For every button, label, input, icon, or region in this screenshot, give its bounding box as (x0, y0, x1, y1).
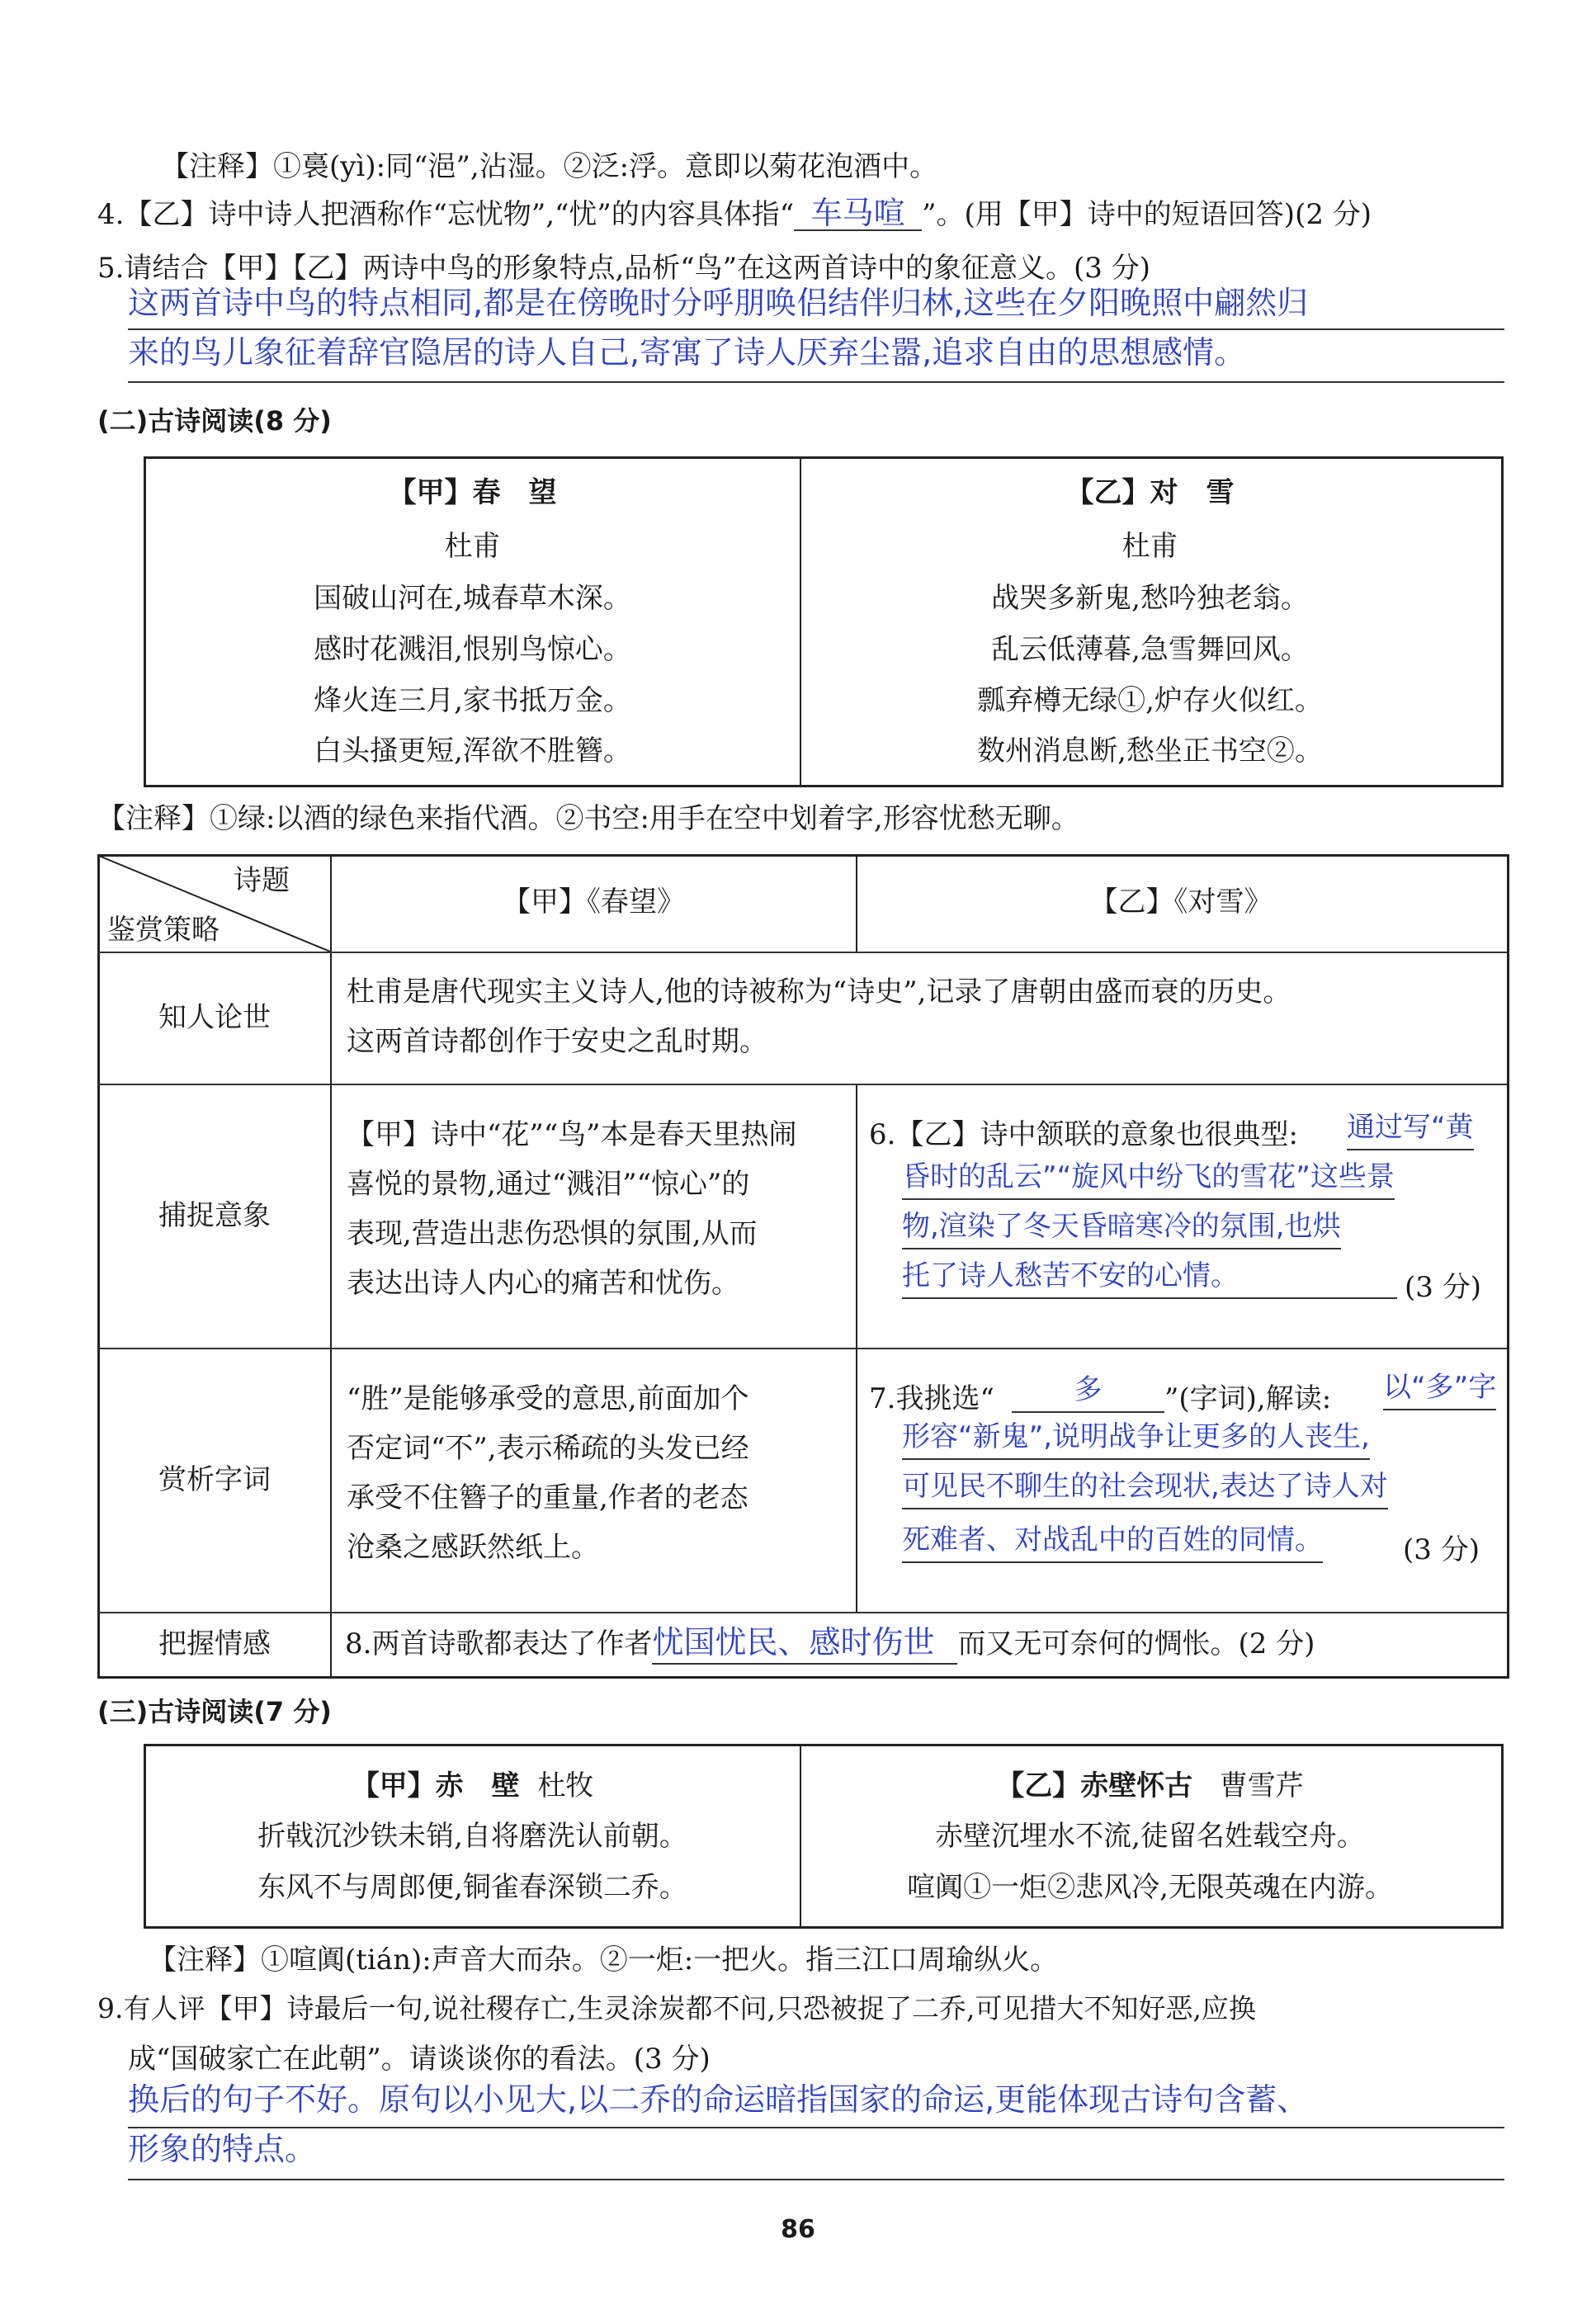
poem-c-line: 东风不与周郎便,铜雀春深锁二乔。 (257, 1871, 687, 1904)
q7-answer[interactable]: 可见民不聊生的社会现状,表达了诗人对 (902, 1465, 1388, 1509)
q6-answer[interactable]: 昏时的乱云”“旋风中纷飞的雪花”这些景 (902, 1155, 1395, 1200)
q5-answer-line-1[interactable]: 这两首诗中鸟的特点相同,都是在傍晚时分呼朋唤侣结伴归林,这些在夕阳晚照中翩然归 (128, 285, 1309, 321)
q9-answer-line-1[interactable]: 换后的句子不好。原句以小见大,以二乔的命运暗指国家的命运,更能体现古诗句含蓄、 (128, 2081, 1309, 2118)
poem-c-author: 杜牧 (537, 1769, 594, 1802)
question-4-text: 4.【乙】诗中诗人把酒称作“忘忧物”,“忧”的内容具体指“ (97, 198, 795, 231)
q6-answer[interactable]: 物,渲染了冬天昏暗寒冷的氛围,也烘 (902, 1205, 1341, 1249)
table-corner-top: 诗题 (234, 864, 290, 897)
table-header-a: 【甲】《春望》 (503, 886, 685, 919)
question-7: 7.我挑选“ (869, 1382, 994, 1415)
poem-a-line: 国破山河在,城春草木深。 (314, 582, 631, 615)
question-6: 6.【乙】诗中颔联的意象也很典型: (869, 1118, 1298, 1151)
section-2-heading: (二)古诗阅读(8 分) (97, 405, 332, 437)
q7-answer[interactable]: 形容“新鬼”,说明战争让更多的人丧生, (902, 1415, 1370, 1460)
question-7-tail: ”(字词),解读: (1164, 1382, 1332, 1415)
poem-d-line: 喧阗①一炬②悲风冷,无限英魂在内游。 (907, 1871, 1393, 1904)
table-col-divider (330, 854, 332, 1676)
q6-score: (3 分) (1405, 1271, 1481, 1304)
poem-b-author: 杜甫 (1121, 530, 1178, 563)
row-1-text: 这两首诗都创作于安史之乱时期。 (347, 1025, 767, 1058)
table-row-divider (97, 952, 1507, 953)
row-1-text: 杜甫是唐代现实主义诗人,他的诗被称为“诗史”,记录了唐朝由盛而衰的历史。 (347, 975, 1291, 1008)
poem-d-author: 曹雪芹 (1219, 1769, 1304, 1802)
poem-a-line: 感时花溅泪,恨别鸟惊心。 (314, 633, 631, 666)
answer-rule (128, 2179, 1504, 2180)
row-label-zhiren: 知人论世 (158, 1001, 271, 1034)
q8-answer-blank[interactable]: 忧国忧民、感时伤世 (652, 1622, 957, 1665)
poem-a-line: 烽火连三月,家书抵万金。 (314, 684, 631, 717)
poem-b-line: 数州消息断,愁坐正书空②。 (977, 735, 1323, 768)
q6-answer[interactable]: 通过写“黄 (1347, 1106, 1474, 1150)
row-3-a-text: 否定词“不”,表示稀疏的头发已经 (347, 1432, 749, 1465)
note-top: 【注释】①裛(yì):同“浥”,沾湿。②泛:浮。意即以菊花泡酒中。 (161, 150, 938, 183)
question-4 (97, 196, 1372, 233)
poem-c-title: 【甲】赤 壁 (351, 1769, 520, 1802)
row-2-a-text: 喜悦的景物,通过“溅泪”“惊心”的 (347, 1168, 750, 1201)
q6-answer[interactable]: 托了诗人愁苦不安的心情。 (902, 1254, 1397, 1299)
answer-rule (128, 381, 1504, 383)
poem-d-title: 【乙】赤壁怀古 (996, 1769, 1193, 1802)
poem-a-title: 【甲】春 望 (388, 476, 557, 509)
row-3-a-text: 承受不住簪子的重量,作者的老态 (347, 1481, 748, 1514)
table-corner-bottom: 鉴赏策略 (107, 914, 220, 947)
row-label-bawo: 把握情感 (158, 1627, 271, 1660)
question-8-text: 8.两首诗歌都表达了作者 (345, 1627, 653, 1660)
row-3-a-text: 沧桑之感跃然纸上。 (347, 1531, 599, 1564)
row-2-a-text: 【甲】诗中“花”“鸟”本是春天里热闹 (347, 1118, 797, 1151)
q4-answer-blank[interactable]: 车马喧 (794, 196, 922, 231)
row-3-a-text: “胜”是能够承受的意思,前面加个 (347, 1382, 749, 1415)
table-row-divider (97, 1348, 1507, 1349)
question-9-cont: 成“国破家亡在此朝”。请谈谈你的看法。(3 分) (128, 2043, 711, 2076)
note-section-2: 【注释】①绿:以酒的绿色来指代酒。②书空:用手在空中划着字,形容忧愁无聊。 (97, 802, 1079, 835)
q7-word-blank[interactable]: 多 (1012, 1368, 1164, 1413)
q7-answer[interactable]: 以“多”字 (1383, 1366, 1496, 1410)
table-row-divider (97, 1612, 1507, 1613)
poem-a-author: 杜甫 (444, 530, 501, 563)
poem-d-line: 赤壁沉埋水不流,徒留名姓载空舟。 (935, 1820, 1365, 1853)
table-row-divider (97, 1084, 1507, 1085)
question-5: 5.请结合【甲】【乙】两诗中鸟的形象特点,品析“鸟”在这两首诗中的象征意义。(3 分) (97, 252, 1150, 285)
note-section-3: 【注释】①喧阗(tián):声音大而杂。②一炬:一把火。指三江口周瑜纵火。 (149, 1944, 1059, 1977)
q7-answer[interactable]: 死难者、对战乱中的百姓的同情。 (902, 1519, 1323, 1563)
page-number: 86 (781, 2215, 815, 2244)
poem-c-heading (145, 1768, 800, 1804)
q9-answer-line-2[interactable]: 形象的特点。 (128, 2131, 317, 2167)
row-label-buzhuo: 捕捉意象 (158, 1199, 271, 1232)
question-4-tail: ”。(用【甲】诗中的短语回答)(2 分) (922, 198, 1372, 231)
answer-rule (128, 2127, 1504, 2128)
row-2-a-text: 表现,营造出悲伤恐惧的氛围,从而 (347, 1217, 758, 1250)
row-label-shangxi: 赏析字词 (158, 1463, 271, 1496)
question-8-tail: 而又无可奈何的惆怅。(2 分) (957, 1627, 1315, 1660)
poem-b-line: 瓢弃樽无绿①,炉存火似红。 (977, 684, 1323, 717)
question-9: 9.有人评【甲】诗最后一句,说社稷存亡,生灵涂炭都不问,只恐被捉了二乔,可见措大不知好恶,应换 (97, 1992, 1256, 2024)
answer-rule (128, 328, 1504, 330)
row-2-a-text: 表达出诗人内心的痛苦和忧伤。 (347, 1267, 739, 1300)
poem-a-line: 白头搔更短,浑欲不胜簪。 (314, 735, 631, 768)
poem-b-line: 战哭多新鬼,愁吟独老翁。 (991, 582, 1309, 615)
table-header-b: 【乙】《对雪》 (1089, 886, 1273, 919)
q5-answer-line-2[interactable]: 来的鸟儿象征着辞官隐居的诗人自己,寄寓了诗人厌弃尘嚣,追求自由的思想感情。 (128, 334, 1246, 371)
poem-c-line: 折戟沉沙铁未销,自将磨洗认前朝。 (257, 1820, 687, 1853)
question-8 (345, 1619, 1315, 1669)
q7-score: (3 分) (1403, 1533, 1480, 1566)
poem-b-line: 乱云低薄暮,急雪舞回风。 (991, 633, 1309, 666)
poem-b-title: 【乙】对 雪 (1065, 476, 1235, 509)
section-3-heading: (三)古诗阅读(7 分) (97, 1696, 332, 1727)
poem-d-heading (801, 1768, 1499, 1804)
